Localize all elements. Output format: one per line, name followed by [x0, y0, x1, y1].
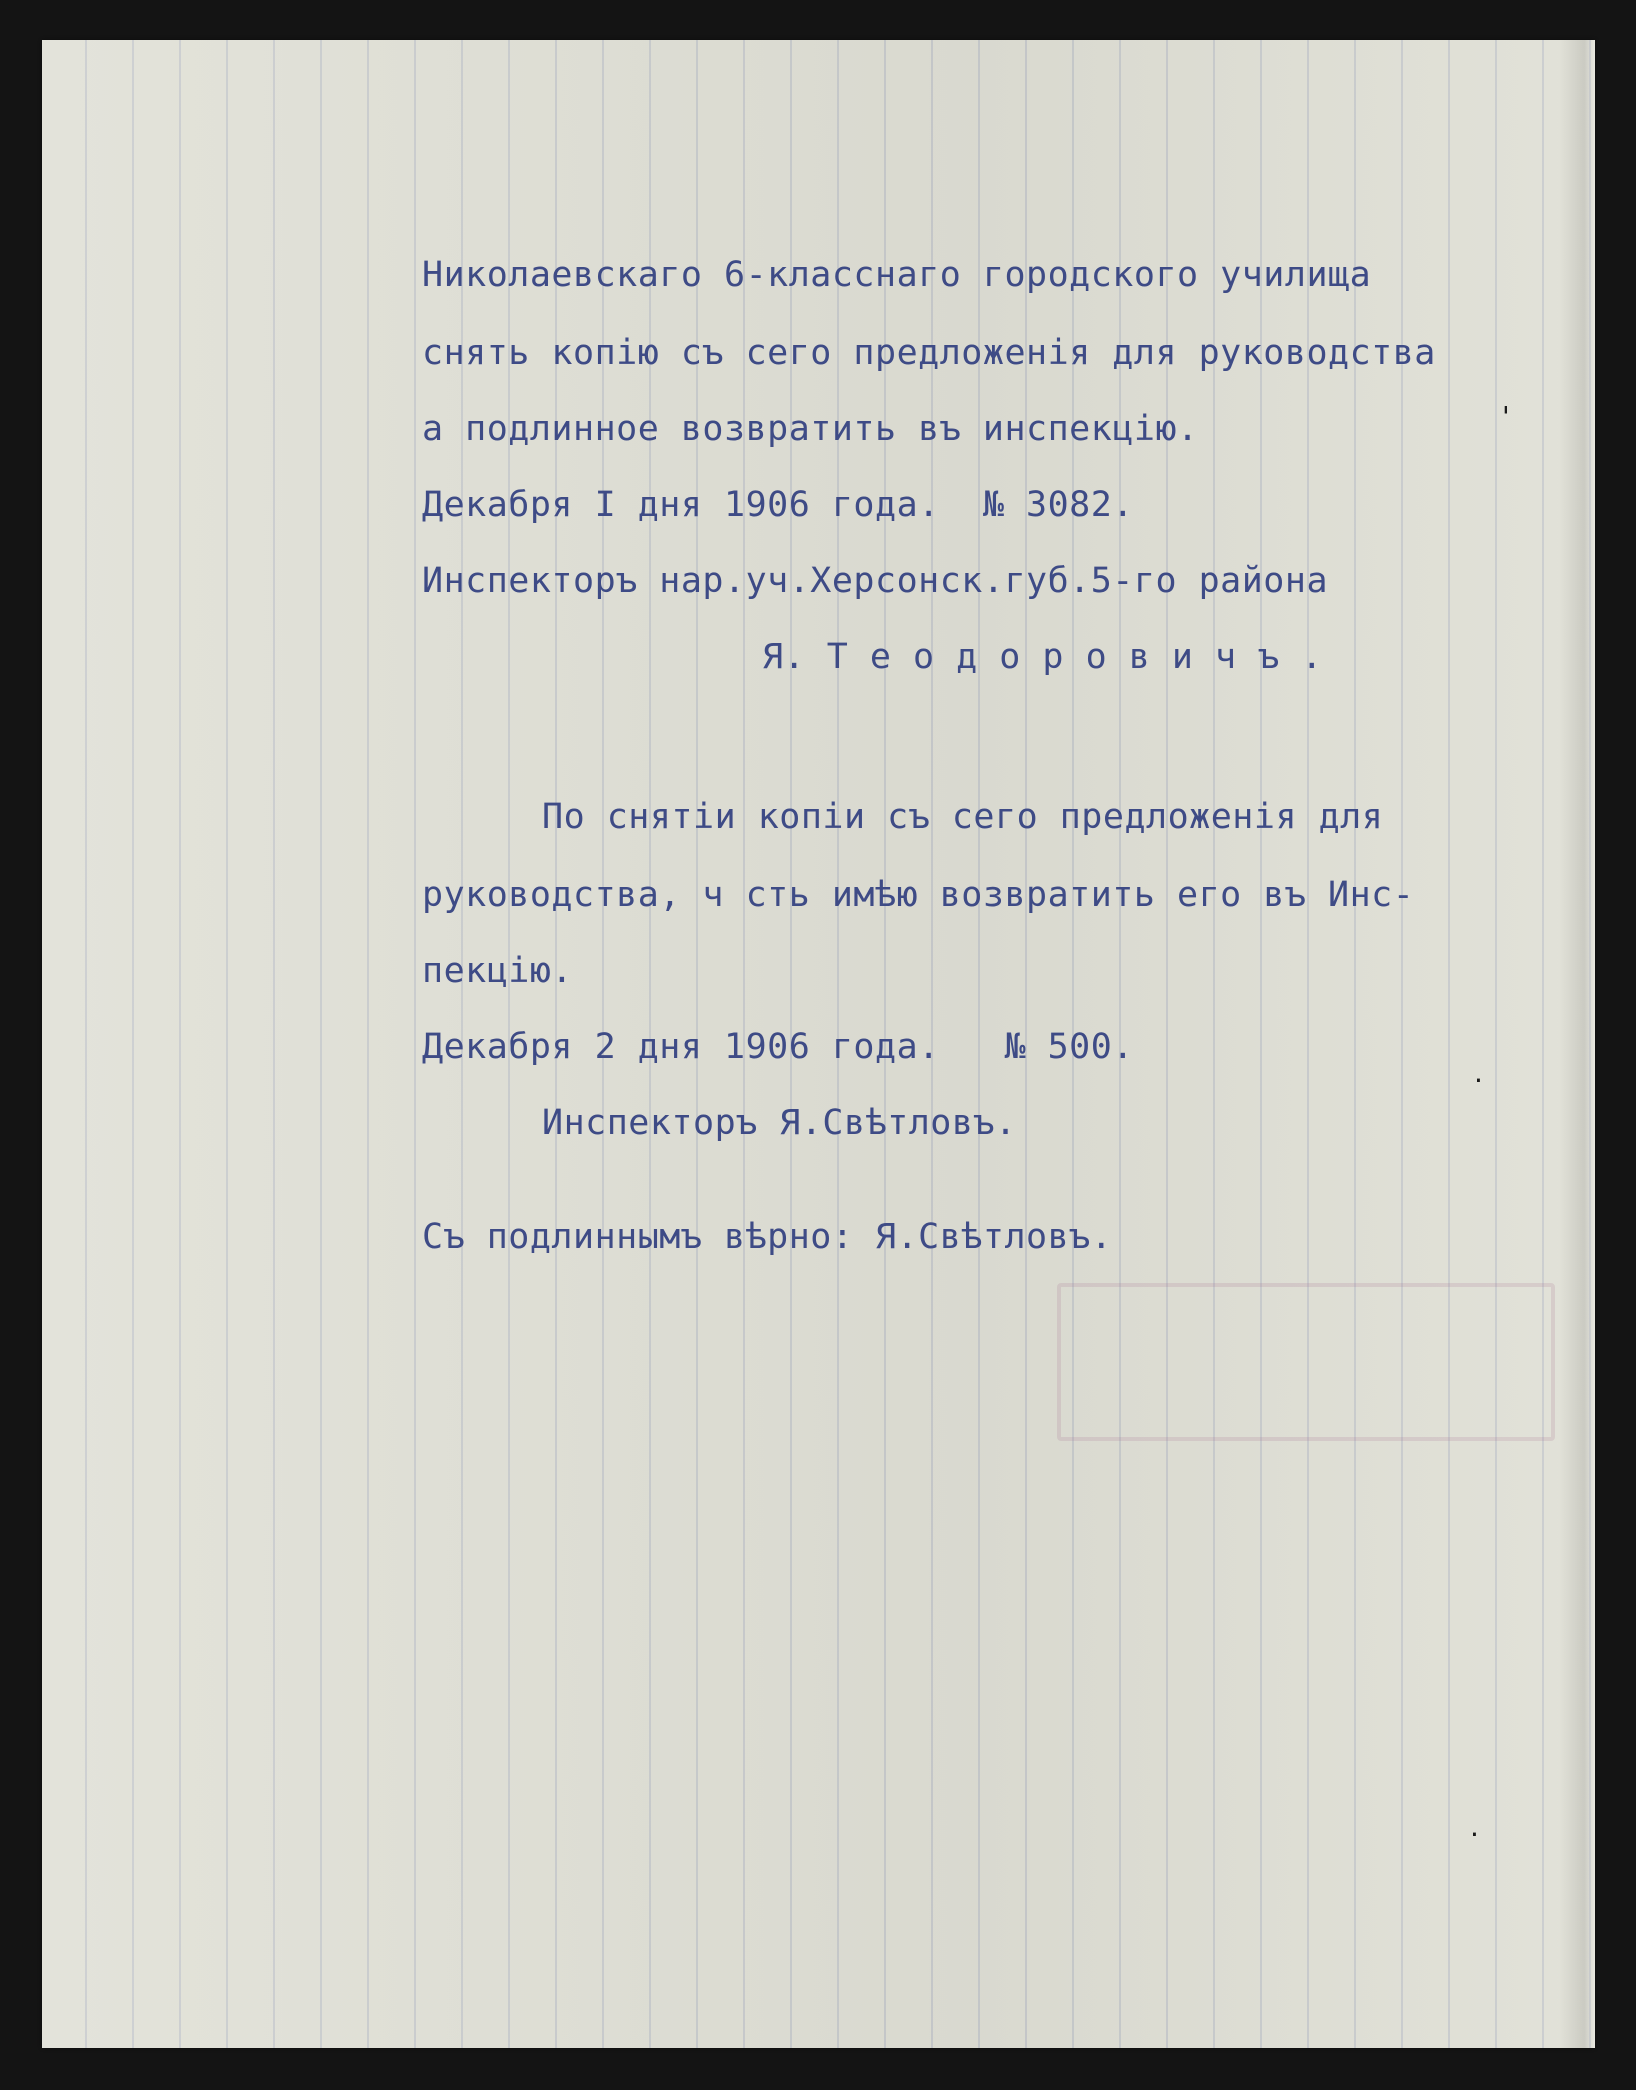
date-line-2: Декабря 2 дня 1906 года. № 500. [422, 1027, 1134, 1067]
margin-mark-3: · [1470, 1818, 1479, 1851]
text-line-3: а подлинное возвратить въ инспекцiю. [422, 409, 1199, 449]
text-line-9: пекцiю. [422, 951, 574, 991]
signature-1: Я. Т е о д о р о в и ч ъ . [762, 637, 1323, 677]
text-line-2: снять копiю съ сего предложенiя для руководства [422, 333, 1436, 373]
signature-2: Инспекторъ Я.Свѣтловъ. [542, 1103, 1017, 1143]
inspector-title-1: Инспекторъ нар.уч.Херсонск.губ.5-го района [422, 561, 1329, 601]
text-line-7: По снятiи копiи съ сего предложенiя для [542, 797, 1384, 837]
faded-stamp [1057, 1283, 1555, 1441]
certification-line: Съ подлиннымъ вѣрно: Я.Свѣтловъ. [422, 1217, 1113, 1257]
text-line-1: Николаевскаго 6-класснаго городского училища [422, 255, 1372, 295]
text-line-8: руководства, ч сть имѣю возвратить его въ Инс- [422, 875, 1415, 915]
document-sheet [42, 40, 1595, 2048]
sheet-edge-shadow [1559, 40, 1595, 2048]
date-line-1: Декабря I дня 1906 года. № 3082. [422, 485, 1134, 525]
margin-mark-2: · [1474, 1064, 1483, 1097]
margin-mark-1: ' [1502, 400, 1510, 433]
